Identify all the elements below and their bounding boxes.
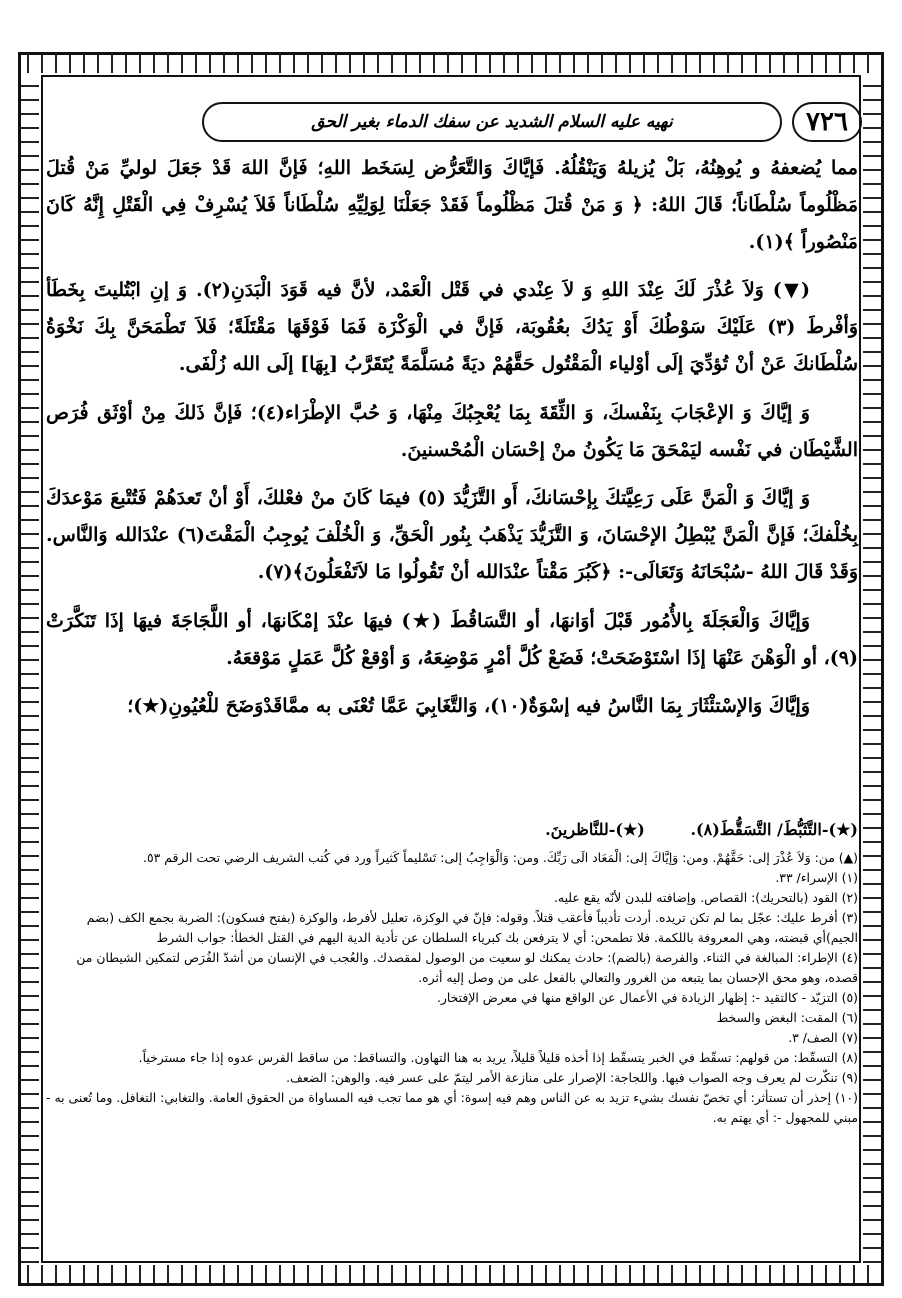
main-text (46, 150, 858, 737)
footnote-5: (٥) التزيّد - كالتقيد -: إظهار الزيادة في الأعمال عن الواقع منها في معرض الإفتخار. (436, 990, 858, 1005)
paragraph-4: وَ إيَّاكَ وَ الْمَنَّ عَلَى رَعِيَّتكَ بِإحْسَانكَ، أَو التَّزَيُّدَ (٥) فيمَا كَانَ منْ فعْلكَ، أَوْ أنْ تَعدَهُمْ فَتُتْبعَ مَوْعدَكَ بِخُلْفكَ؛ فَإنَّ الْمَنَّ يُبْطِلُ الإحْسَانَ، وَ التَّزَيُّدَ يَذْهَبُ بِنُور الْحَقِّ، وَ الْخُلْفَ يُوجِبُ الْمَقْتَ(٦) عنْدَالله وَالنَّاس. وَقَدْ قَالَ اللهُ -سُبْحَانَهُ وَتَعَالَى-: ﴿كَبُرَ مَقْتاً عنْدَالله أنْ تَقُولُوا مَا لاَتَفْعَلُونَ﴾(٧). (46, 487, 858, 583)
footnote-2: (٢) القود (بالتحريك): القصاص. وإضافته للبدن لأنّه يقع عليه. (553, 890, 858, 905)
paragraph-3: وَ إيَّاكَ وَ الإعْجَابَ بِنَفْسكَ، وَ الثِّقَةَ بِمَا يُعْجِبُكَ مِنْهَا، وَ حُبَّ الإطْرَاء(٤)؛ فَإنَّ ذَلكَ مِنْ أوْثَق فُرَص الشَّيْطَان في نَفْسه ليَمْحَقَ مَا يَكُونُ منْ إحْسَان الْمُحْسنينَ. (46, 401, 858, 461)
paragraph-5: وَإيَّاكَ وَالْعَجَلَةَ بِالأُمُور قَبْلَ أوَانهَا، أو التَّسَاقُطَ (★) فيهَا عنْدَ إمْكَانهَا، أو اللَّجَاجَةَ فيهَا إذَا تَنَكَّرَتْ (٩)، أو الْوَهْنَ عَنْهَا إذَا اسْتَوْضَحَتْ؛ فَضَعْ كُلَّ أمْرٍ مَوْضِعَهُ، وَ أوْقعْ كُلَّ عَمَلٍ مَوْقعَهُ. (46, 609, 858, 669)
page-header (132, 100, 862, 148)
footnote-3: (٣) أفرط عليك: عجّل بما لم تكن تريده. أردت تأديباً فأعقب قتلاً. وقوله: فإنّ في الوكزة، تعليل لأفرط، والوكزة (بفتح فسكون): الضربة بجمع الكف (بضم الجيم)أي قبضته، وهي المعروفة باللكمة. فلا تطمحن: أي لا يترفعن بك كبرياء السلطان عن تأدية الدية اليهم في القتل الخطأ: جواب الشرط (86, 910, 858, 945)
footnote-8: (٨) التسقّط: من قولهم: تسقّط في الخبر يتسقّط إذا أخذه قليلاً قليلاً، يريد به هنا التهاون. والتساقط: من ساقط الفرس عدوه إذا جاء مسترخياً. (138, 1050, 858, 1065)
paragraph-6: وَإيَّاكَ وَالإسْتئْثَارَ بِمَا النَّاسُ فيه إسْوَةٌ(١٠)، وَالتَّغَابِيَ عَمَّا تُعْنَى به ممَّاقَدْوَضَحَ للْعُيُونِ(★)؛ (127, 695, 810, 718)
footnote-source: (▲) من: وَلاَ عُذْرَ إلى: حَقَّهُمْ. ومن: وَإيَّاكَ إلى: الْمَعَاد الَى رَبِّكَ. ومن: وَالْوَاجِبُ إلى: تَسْليماً كَثيراً ورد في كُتب الشريف الرضي تحت الرقم ٥٣. (143, 850, 858, 865)
paragraph-2: (▼) وَلاَ عُذْرَ لَكَ عِنْدَ اللهِ وَ لاَ عِنْدي في قَتْل الْعَمْد، لأنَّ فيه قَوَدَ الْبَدَنِ(٢). وَ إنِ ابْتُليتَ بِخَطَأ وَأفْرطَ (٣) عَلَيْكَ سَوْطُكَ أَوْ يَدُكَ بعُقُوبَة، فَإنَّ في الْوَكْزَة فَمَا فَوْقَهَا مَقْتَلَةً؛ فَلاَ تَطْمَحَنَّ بِكَ نَخْوَةُ سُلْطَانكَ عَنْ أنْ تُؤدِّيَ إلَى أوْلياء الْمَقْتُول حَقَّهُمْ ديَةً مُسَلَّمَةً يُتَقَرَّبُ [بِهَا] إلَى الله زُلْفَى. (46, 279, 858, 375)
footnote-7: (٧) الصف/ ٣. (788, 1030, 858, 1045)
page-title: نهيه عليه السلام الشديد عن سفك الدماء بغير الحق (202, 102, 782, 142)
variant-term-2: (★)-للنَّاظرينَ. (545, 820, 645, 839)
footnote-6: (٦) المقت: البغض والسخط (716, 1010, 858, 1025)
footnote-1: (١) الإسراء/ ٣٣. (775, 870, 858, 885)
footnote-4: (٤) الإطراء: المبالغة في الثناء. والفرصة (بالضم): حادث يمكنك لو سعيت من الوصول لمقصدك. والعُجب في الإنسان من أشدّ الفُرَص لتمكين الشيطان من قصده، وهو محق الإحسان بما يتبعه من الغرور والتعالي بالفعل على من وصل إليه أثره. (76, 950, 858, 985)
page-number: ٧٢٦ (792, 102, 862, 142)
footnote-10: (١٠) إحذر أن تستأثر: أي تخصّ نفسك بشيء تزيد به عن الناس وهم فيه إسوة: أي هو مما تجب فيه المساواة من الحقوق العامة. والتغابي: التغافل. وما تُعنى به - مبني للمجهول -: أي يهتم به. (46, 1090, 858, 1125)
variant-readings (46, 820, 858, 840)
footnote-9: (٩) تنكّرت لم يعرف وجه الصواب فيها. واللجاجة: الإصرار على منازعة الأمر ليتمّ على عسر فيه. والوهن: الضعف. (286, 1070, 858, 1085)
variant-term-1: (★)-التَّثَبُّطَ/ التَّسَقُّطَ(٨). (690, 820, 858, 839)
footnotes (46, 820, 858, 1128)
paragraph-1: مما يُضعفهُ و يُوهِنُهُ، بَلْ يُزيلهُ وَيَنْقُلُهُ. فَإيَّاكَ وَالتَّعَرُّض لِسَخَط اللهِ؛ فَإنَّ اللهَ قَدْ جَعَلَ لوليِّ مَنْ قُتلَ مَظْلُوماً سُلْطَاناً؛ قَالَ اللهُ: ﴿ وَ مَنْ قُتلَ مَظْلُوماً فَقَدْ جَعَلْنَا لِوَلِيِّهِ سُلْطَاناً فَلاَ يُسْرِفْ فِي الْقَتْلِ إِنَّهُ كَانَ مَنْصُوراً ﴾(١). (46, 157, 858, 253)
